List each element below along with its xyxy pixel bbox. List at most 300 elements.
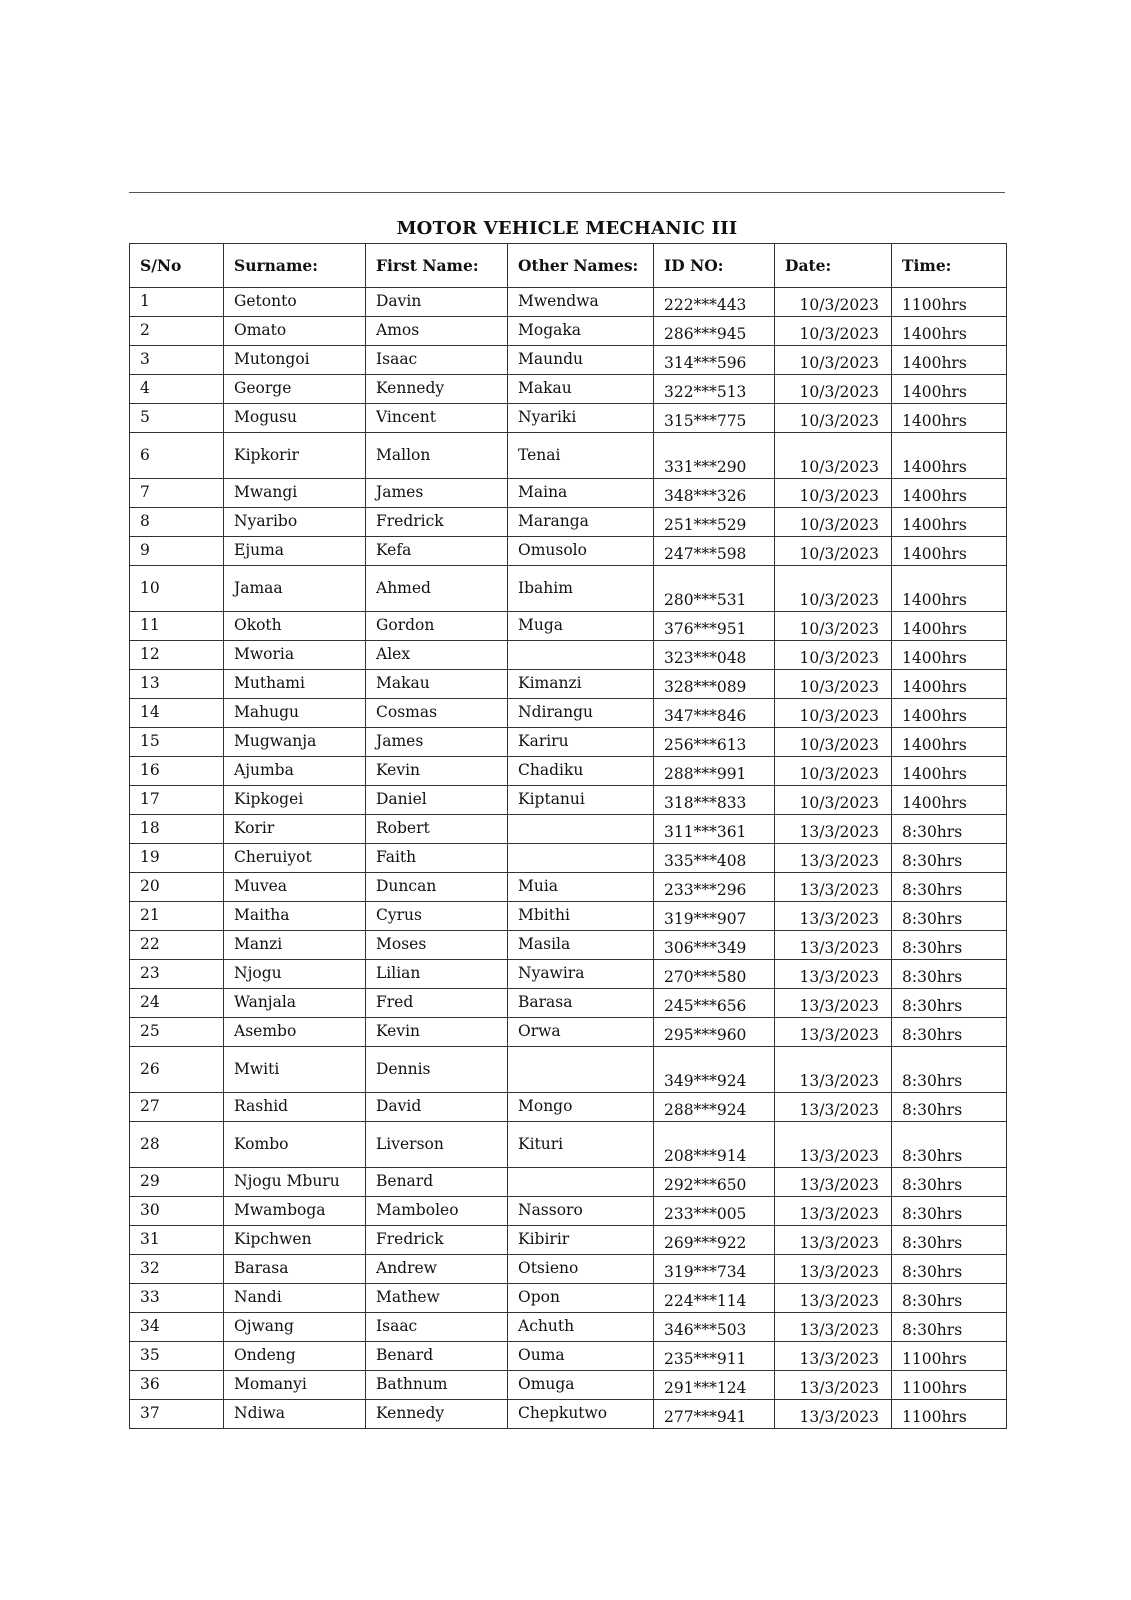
cell-other-names: Muga <box>508 612 654 641</box>
cell-id-no: 314***596 <box>654 346 775 375</box>
cell-id-no: 292***650 <box>654 1168 775 1197</box>
cell-date: 10/3/2023 <box>775 641 892 670</box>
cell-sno: 35 <box>130 1342 224 1371</box>
cell-other-names: Masila <box>508 931 654 960</box>
table-row <box>130 612 1007 641</box>
cell-sno: 29 <box>130 1168 224 1197</box>
cell-date: 13/3/2023 <box>775 1371 892 1400</box>
cell-surname: George <box>224 375 366 404</box>
cell-id-no: 233***005 <box>654 1197 775 1226</box>
cell-id-no: 288***991 <box>654 757 775 786</box>
cell-date: 13/3/2023 <box>775 1400 892 1429</box>
cell-id-no: 295***960 <box>654 1018 775 1047</box>
cell-first-name: Bathnum <box>366 1371 508 1400</box>
cell-sno: 20 <box>130 873 224 902</box>
cell-id-no: 328***089 <box>654 670 775 699</box>
cell-time: 8:30hrs <box>892 1168 1007 1197</box>
cell-time: 8:30hrs <box>892 1093 1007 1122</box>
cell-date: 10/3/2023 <box>775 404 892 433</box>
cell-sno: 18 <box>130 815 224 844</box>
cell-other-names: Maundu <box>508 346 654 375</box>
cell-other-names: Mogaka <box>508 317 654 346</box>
cell-sno: 34 <box>130 1313 224 1342</box>
cell-sno: 10 <box>130 566 224 612</box>
cell-sno: 36 <box>130 1371 224 1400</box>
table-row <box>130 1342 1007 1371</box>
cell-id-no: 256***613 <box>654 728 775 757</box>
cell-first-name: Davin <box>366 288 508 317</box>
cell-id-no: 224***114 <box>654 1284 775 1313</box>
column-header-other-names: Other Names: <box>508 244 654 288</box>
cell-sno: 2 <box>130 317 224 346</box>
cell-sno: 23 <box>130 960 224 989</box>
cell-time: 8:30hrs <box>892 873 1007 902</box>
cell-first-name: Kefa <box>366 537 508 566</box>
cell-date: 10/3/2023 <box>775 612 892 641</box>
cell-sno: 15 <box>130 728 224 757</box>
cell-date: 13/3/2023 <box>775 1093 892 1122</box>
cell-other-names: Muia <box>508 873 654 902</box>
cell-surname: Momanyi <box>224 1371 366 1400</box>
cell-first-name: Cosmas <box>366 699 508 728</box>
cell-time: 1400hrs <box>892 728 1007 757</box>
cell-id-no: 323***048 <box>654 641 775 670</box>
cell-first-name: Robert <box>366 815 508 844</box>
cell-id-no: 280***531 <box>654 566 775 612</box>
cell-id-no: 335***408 <box>654 844 775 873</box>
cell-id-no: 288***924 <box>654 1093 775 1122</box>
table-row <box>130 844 1007 873</box>
cell-id-no: 306***349 <box>654 931 775 960</box>
cell-date: 10/3/2023 <box>775 433 892 479</box>
cell-time: 1400hrs <box>892 566 1007 612</box>
cell-sno: 12 <box>130 641 224 670</box>
table-row <box>130 1093 1007 1122</box>
cell-other-names: Kimanzi <box>508 670 654 699</box>
table-row <box>130 375 1007 404</box>
cell-sno: 7 <box>130 479 224 508</box>
cell-first-name: Alex <box>366 641 508 670</box>
cell-surname: Asembo <box>224 1018 366 1047</box>
cell-time: 1400hrs <box>892 537 1007 566</box>
table-row <box>130 670 1007 699</box>
cell-surname: Ajumba <box>224 757 366 786</box>
cell-first-name: Benard <box>366 1342 508 1371</box>
cell-date: 13/3/2023 <box>775 1197 892 1226</box>
cell-sno: 6 <box>130 433 224 479</box>
cell-id-no: 318***833 <box>654 786 775 815</box>
cell-surname: Jamaa <box>224 566 366 612</box>
cell-other-names: Achuth <box>508 1313 654 1342</box>
cell-date: 13/3/2023 <box>775 1284 892 1313</box>
cell-time: 8:30hrs <box>892 1018 1007 1047</box>
cell-date: 13/3/2023 <box>775 844 892 873</box>
table-row <box>130 1371 1007 1400</box>
cell-other-names: Ibahim <box>508 566 654 612</box>
cell-surname: Omato <box>224 317 366 346</box>
table-row <box>130 728 1007 757</box>
cell-time: 1400hrs <box>892 786 1007 815</box>
table-row <box>130 537 1007 566</box>
cell-other-names: Kiptanui <box>508 786 654 815</box>
cell-surname: Mugwanja <box>224 728 366 757</box>
cell-time: 1400hrs <box>892 346 1007 375</box>
cell-surname: Kipchwen <box>224 1226 366 1255</box>
cell-first-name: Faith <box>366 844 508 873</box>
cell-time: 1100hrs <box>892 1342 1007 1371</box>
cell-id-no: 208***914 <box>654 1122 775 1168</box>
cell-surname: Muthami <box>224 670 366 699</box>
cell-first-name: Liverson <box>366 1122 508 1168</box>
cell-other-names <box>508 641 654 670</box>
table-row <box>130 641 1007 670</box>
cell-time: 8:30hrs <box>892 1047 1007 1093</box>
cell-other-names: Mwendwa <box>508 288 654 317</box>
cell-other-names: Mbithi <box>508 902 654 931</box>
cell-surname: Mogusu <box>224 404 366 433</box>
cell-surname: Rashid <box>224 1093 366 1122</box>
cell-first-name: Isaac <box>366 346 508 375</box>
cell-date: 10/3/2023 <box>775 566 892 612</box>
cell-time: 1100hrs <box>892 1400 1007 1429</box>
cell-time: 8:30hrs <box>892 1122 1007 1168</box>
cell-id-no: 349***924 <box>654 1047 775 1093</box>
cell-surname: Mworia <box>224 641 366 670</box>
cell-other-names: Nassoro <box>508 1197 654 1226</box>
cell-date: 10/3/2023 <box>775 728 892 757</box>
table-row <box>130 1226 1007 1255</box>
cell-sno: 24 <box>130 989 224 1018</box>
cell-sno: 28 <box>130 1122 224 1168</box>
cell-id-no: 247***598 <box>654 537 775 566</box>
cell-surname: Maitha <box>224 902 366 931</box>
cell-other-names: Omuga <box>508 1371 654 1400</box>
cell-sno: 19 <box>130 844 224 873</box>
cell-first-name: Makau <box>366 670 508 699</box>
cell-surname: Mahugu <box>224 699 366 728</box>
cell-surname: Barasa <box>224 1255 366 1284</box>
cell-first-name: David <box>366 1093 508 1122</box>
cell-id-no: 235***911 <box>654 1342 775 1371</box>
cell-first-name: Amos <box>366 317 508 346</box>
table-row <box>130 1284 1007 1313</box>
cell-sno: 25 <box>130 1018 224 1047</box>
table-row <box>130 317 1007 346</box>
cell-other-names: Chepkutwo <box>508 1400 654 1429</box>
cell-id-no: 346***503 <box>654 1313 775 1342</box>
cell-first-name: James <box>366 479 508 508</box>
cell-date: 10/3/2023 <box>775 346 892 375</box>
cell-date: 10/3/2023 <box>775 288 892 317</box>
cell-time: 1400hrs <box>892 479 1007 508</box>
cell-time: 1400hrs <box>892 699 1007 728</box>
cell-time: 1400hrs <box>892 433 1007 479</box>
cell-time: 8:30hrs <box>892 931 1007 960</box>
cell-time: 8:30hrs <box>892 960 1007 989</box>
cell-first-name: Kevin <box>366 1018 508 1047</box>
cell-sno: 1 <box>130 288 224 317</box>
cell-other-names: Ndirangu <box>508 699 654 728</box>
cell-sno: 37 <box>130 1400 224 1429</box>
cell-date: 10/3/2023 <box>775 786 892 815</box>
cell-other-names <box>508 1168 654 1197</box>
cell-first-name: Lilian <box>366 960 508 989</box>
cell-sno: 21 <box>130 902 224 931</box>
cell-id-no: 348***326 <box>654 479 775 508</box>
cell-time: 8:30hrs <box>892 1313 1007 1342</box>
table-row <box>130 566 1007 612</box>
cell-first-name: Ahmed <box>366 566 508 612</box>
cell-sno: 22 <box>130 931 224 960</box>
cell-date: 13/3/2023 <box>775 1342 892 1371</box>
cell-date: 13/3/2023 <box>775 1226 892 1255</box>
cell-other-names: Kibirir <box>508 1226 654 1255</box>
cell-first-name: Dennis <box>366 1047 508 1093</box>
cell-surname: Ejuma <box>224 537 366 566</box>
cell-other-names: Maranga <box>508 508 654 537</box>
cell-first-name: Andrew <box>366 1255 508 1284</box>
cell-date: 13/3/2023 <box>775 989 892 1018</box>
cell-id-no: 269***922 <box>654 1226 775 1255</box>
cell-first-name: Mathew <box>366 1284 508 1313</box>
column-header-first-name: First Name: <box>366 244 508 288</box>
cell-id-no: 311***361 <box>654 815 775 844</box>
cell-sno: 30 <box>130 1197 224 1226</box>
column-header-surname: Surname: <box>224 244 366 288</box>
cell-date: 13/3/2023 <box>775 902 892 931</box>
cell-surname: Kombo <box>224 1122 366 1168</box>
cell-date: 13/3/2023 <box>775 1255 892 1284</box>
cell-surname: Korir <box>224 815 366 844</box>
cell-id-no: 277***941 <box>654 1400 775 1429</box>
cell-other-names: Orwa <box>508 1018 654 1047</box>
cell-surname: Kipkogei <box>224 786 366 815</box>
document-title: MOTOR VEHICLE MECHANIC III <box>396 218 738 239</box>
table-row <box>130 1018 1007 1047</box>
cell-time: 1400hrs <box>892 641 1007 670</box>
cell-id-no: 291***124 <box>654 1371 775 1400</box>
cell-date: 10/3/2023 <box>775 375 892 404</box>
cell-first-name: Vincent <box>366 404 508 433</box>
cell-sno: 8 <box>130 508 224 537</box>
cell-id-no: 319***907 <box>654 902 775 931</box>
cell-surname: Mwangi <box>224 479 366 508</box>
candidate-table <box>129 243 1007 1429</box>
cell-date: 10/3/2023 <box>775 317 892 346</box>
table-row <box>130 1255 1007 1284</box>
cell-time: 1400hrs <box>892 508 1007 537</box>
cell-surname: Manzi <box>224 931 366 960</box>
cell-time: 8:30hrs <box>892 815 1007 844</box>
cell-surname: Nandi <box>224 1284 366 1313</box>
cell-date: 10/3/2023 <box>775 479 892 508</box>
cell-surname: Mwamboga <box>224 1197 366 1226</box>
table-row <box>130 699 1007 728</box>
cell-first-name: Moses <box>366 931 508 960</box>
cell-time: 8:30hrs <box>892 844 1007 873</box>
cell-other-names: Kituri <box>508 1122 654 1168</box>
table-row <box>130 1197 1007 1226</box>
table-row <box>130 1313 1007 1342</box>
table-row <box>130 815 1007 844</box>
cell-date: 13/3/2023 <box>775 873 892 902</box>
cell-date: 10/3/2023 <box>775 699 892 728</box>
table-header-row <box>130 244 1007 288</box>
cell-first-name: Cyrus <box>366 902 508 931</box>
cell-date: 13/3/2023 <box>775 960 892 989</box>
cell-id-no: 286***945 <box>654 317 775 346</box>
cell-date: 10/3/2023 <box>775 537 892 566</box>
cell-surname: Njogu Mburu <box>224 1168 366 1197</box>
cell-other-names: Nyawira <box>508 960 654 989</box>
cell-sno: 17 <box>130 786 224 815</box>
cell-date: 13/3/2023 <box>775 1122 892 1168</box>
cell-id-no: 347***846 <box>654 699 775 728</box>
cell-first-name: Kennedy <box>366 375 508 404</box>
cell-id-no: 315***775 <box>654 404 775 433</box>
cell-time: 1400hrs <box>892 670 1007 699</box>
cell-time: 8:30hrs <box>892 1197 1007 1226</box>
table-row <box>130 902 1007 931</box>
cell-date: 13/3/2023 <box>775 1018 892 1047</box>
cell-first-name: Daniel <box>366 786 508 815</box>
cell-other-names: Mongo <box>508 1093 654 1122</box>
cell-time: 1100hrs <box>892 1371 1007 1400</box>
cell-first-name: James <box>366 728 508 757</box>
cell-time: 8:30hrs <box>892 989 1007 1018</box>
cell-surname: Njogu <box>224 960 366 989</box>
cell-surname: Cheruiyot <box>224 844 366 873</box>
cell-date: 13/3/2023 <box>775 931 892 960</box>
cell-sno: 31 <box>130 1226 224 1255</box>
cell-other-names: Makau <box>508 375 654 404</box>
table-row <box>130 931 1007 960</box>
cell-time: 1400hrs <box>892 612 1007 641</box>
cell-time: 1400hrs <box>892 375 1007 404</box>
cell-sno: 11 <box>130 612 224 641</box>
table-row <box>130 1047 1007 1093</box>
cell-surname: Muvea <box>224 873 366 902</box>
cell-time: 8:30hrs <box>892 1226 1007 1255</box>
cell-other-names: Kariru <box>508 728 654 757</box>
column-header-date: Date: <box>775 244 892 288</box>
cell-date: 10/3/2023 <box>775 508 892 537</box>
cell-sno: 14 <box>130 699 224 728</box>
header-rule <box>129 192 1005 193</box>
cell-first-name: Mamboleo <box>366 1197 508 1226</box>
cell-other-names: Tenai <box>508 433 654 479</box>
table-row <box>130 1400 1007 1429</box>
cell-first-name: Fred <box>366 989 508 1018</box>
cell-sno: 3 <box>130 346 224 375</box>
table-row <box>130 1168 1007 1197</box>
cell-id-no: 376***951 <box>654 612 775 641</box>
column-header-id-no: ID NO: <box>654 244 775 288</box>
table-row <box>130 433 1007 479</box>
cell-surname: Mutongoi <box>224 346 366 375</box>
cell-first-name: Duncan <box>366 873 508 902</box>
cell-first-name: Gordon <box>366 612 508 641</box>
cell-other-names: Ouma <box>508 1342 654 1371</box>
table-row <box>130 786 1007 815</box>
cell-first-name: Kevin <box>366 757 508 786</box>
cell-other-names: Chadiku <box>508 757 654 786</box>
cell-surname: Okoth <box>224 612 366 641</box>
cell-other-names <box>508 1047 654 1093</box>
cell-sno: 26 <box>130 1047 224 1093</box>
cell-time: 8:30hrs <box>892 1284 1007 1313</box>
cell-date: 13/3/2023 <box>775 1047 892 1093</box>
cell-time: 1400hrs <box>892 404 1007 433</box>
table-row <box>130 479 1007 508</box>
cell-id-no: 331***290 <box>654 433 775 479</box>
cell-surname: Getonto <box>224 288 366 317</box>
table-row <box>130 346 1007 375</box>
cell-sno: 4 <box>130 375 224 404</box>
cell-date: 13/3/2023 <box>775 1313 892 1342</box>
cell-first-name: Benard <box>366 1168 508 1197</box>
cell-time: 1400hrs <box>892 757 1007 786</box>
cell-time: 8:30hrs <box>892 902 1007 931</box>
cell-other-names: Nyariki <box>508 404 654 433</box>
column-header-time: Time: <box>892 244 1007 288</box>
cell-sno: 9 <box>130 537 224 566</box>
cell-other-names <box>508 815 654 844</box>
cell-date: 13/3/2023 <box>775 1168 892 1197</box>
cell-sno: 16 <box>130 757 224 786</box>
cell-first-name: Isaac <box>366 1313 508 1342</box>
cell-date: 10/3/2023 <box>775 757 892 786</box>
table-row <box>130 508 1007 537</box>
column-header-sno: S/No <box>130 244 224 288</box>
cell-sno: 5 <box>130 404 224 433</box>
cell-first-name: Mallon <box>366 433 508 479</box>
cell-sno: 33 <box>130 1284 224 1313</box>
cell-surname: Nyaribo <box>224 508 366 537</box>
cell-surname: Mwiti <box>224 1047 366 1093</box>
cell-time: 1400hrs <box>892 317 1007 346</box>
table-row <box>130 1122 1007 1168</box>
table-body <box>130 288 1007 1429</box>
cell-id-no: 319***734 <box>654 1255 775 1284</box>
table-row <box>130 873 1007 902</box>
cell-other-names: Omusolo <box>508 537 654 566</box>
cell-other-names: Maina <box>508 479 654 508</box>
cell-date: 10/3/2023 <box>775 670 892 699</box>
cell-other-names: Opon <box>508 1284 654 1313</box>
cell-other-names: Otsieno <box>508 1255 654 1284</box>
cell-surname: Ndiwa <box>224 1400 366 1429</box>
table-row <box>130 960 1007 989</box>
cell-id-no: 233***296 <box>654 873 775 902</box>
cell-id-no: 245***656 <box>654 989 775 1018</box>
cell-surname: Kipkorir <box>224 433 366 479</box>
cell-surname: Ondeng <box>224 1342 366 1371</box>
cell-surname: Wanjala <box>224 989 366 1018</box>
cell-first-name: Fredrick <box>366 1226 508 1255</box>
cell-sno: 27 <box>130 1093 224 1122</box>
cell-sno: 32 <box>130 1255 224 1284</box>
cell-id-no: 322***513 <box>654 375 775 404</box>
cell-first-name: Kennedy <box>366 1400 508 1429</box>
table-row <box>130 288 1007 317</box>
cell-id-no: 251***529 <box>654 508 775 537</box>
cell-id-no: 222***443 <box>654 288 775 317</box>
cell-time: 8:30hrs <box>892 1255 1007 1284</box>
cell-other-names: Barasa <box>508 989 654 1018</box>
cell-other-names <box>508 844 654 873</box>
cell-surname: Ojwang <box>224 1313 366 1342</box>
